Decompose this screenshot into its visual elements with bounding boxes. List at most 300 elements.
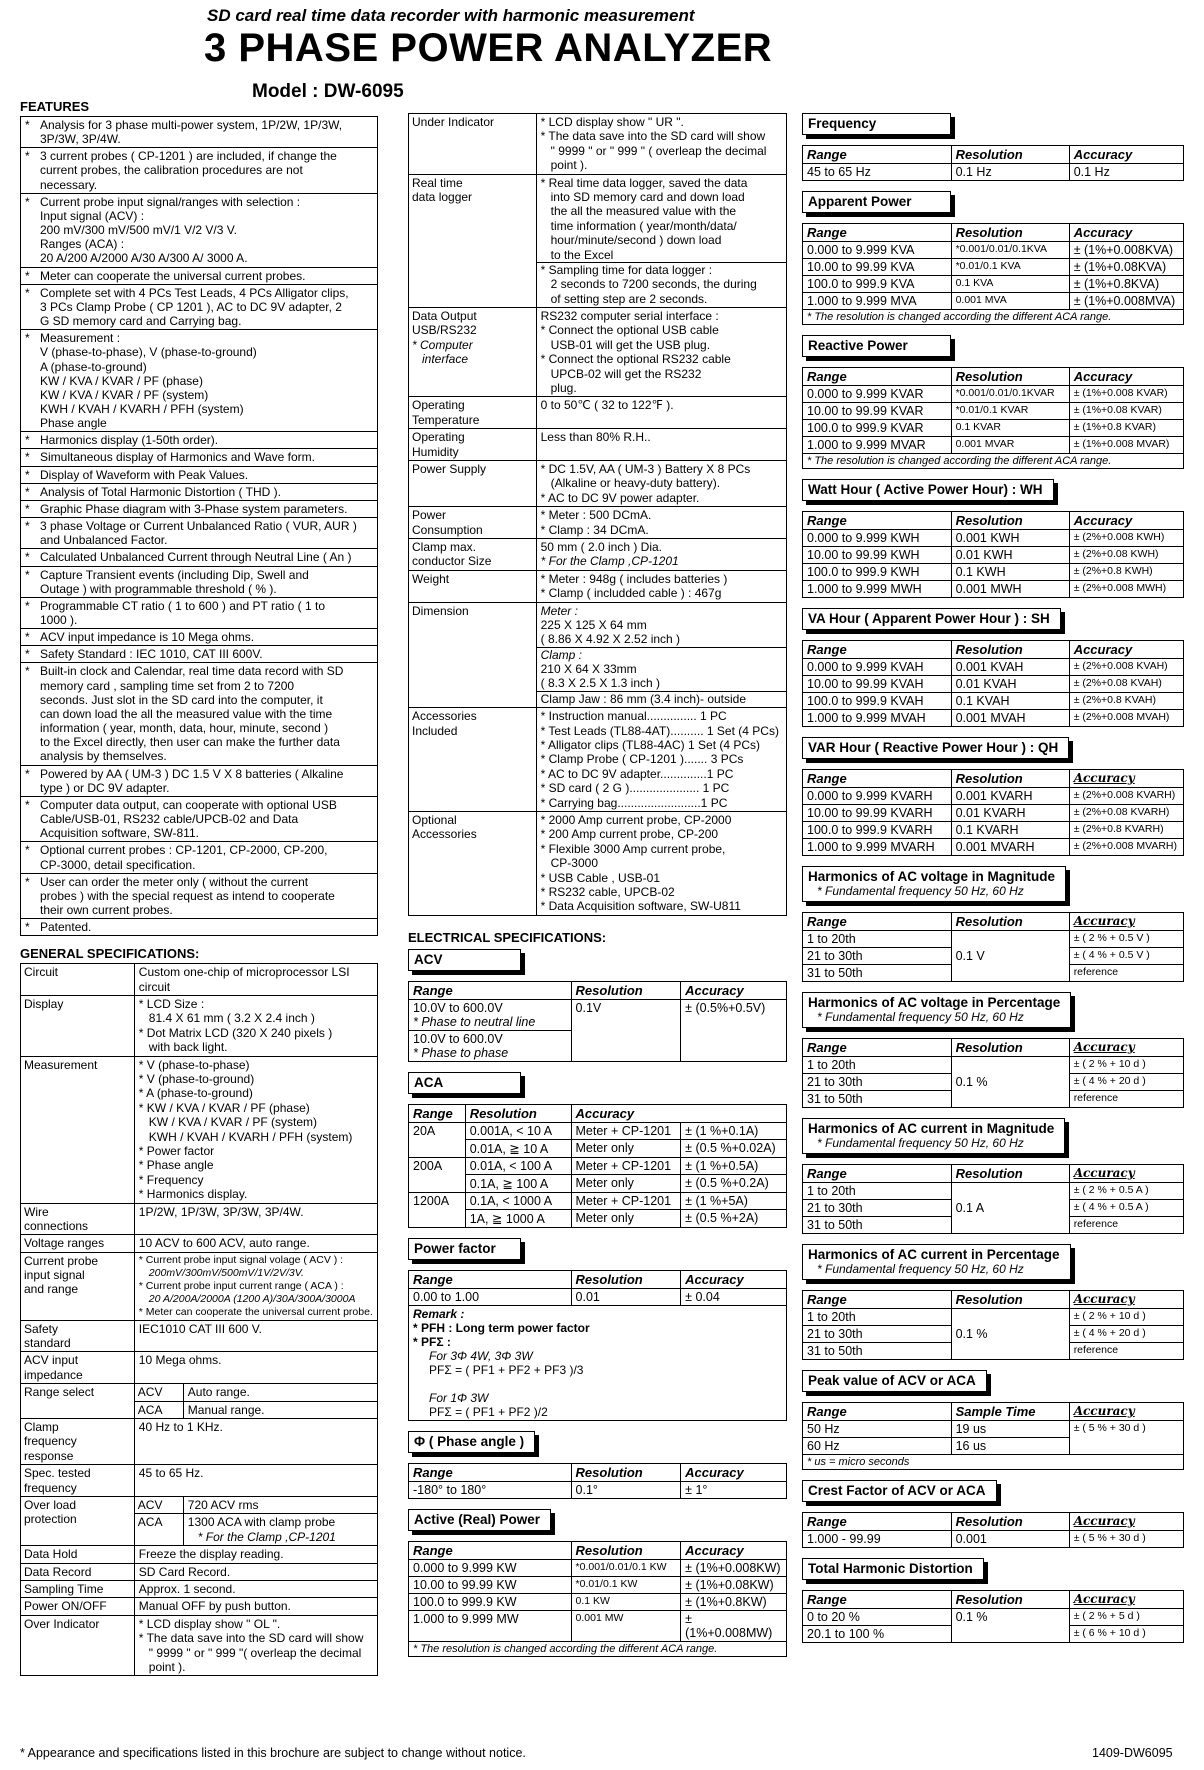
spec-value: [135, 1564, 377, 1580]
text-line: 3 PCs Clamp Probe ( CP 1201 ), AC to DC 9V adapter, 2: [40, 299, 342, 314]
text-line: Operating: [412, 430, 465, 445]
text-line: ± (0.5 %+0.2A): [685, 1175, 769, 1190]
cell: [1069, 1609, 1183, 1626]
cell: [951, 259, 1069, 276]
text-line: 0 to 50℃ ( 32 to 122℉ ).: [540, 398, 674, 413]
text-line: seconds. Just slot in the SD card into the computer, it: [40, 692, 323, 707]
note-cell: * The resolution is changed according the different ACA range.: [409, 1641, 787, 1656]
section-harmonics-voltage-magnitude: [802, 866, 1184, 982]
general-specs-heading: GENERAL SPECIFICATIONS:: [20, 946, 200, 962]
text-line: 21 to 30th: [807, 1075, 863, 1089]
feature-text: [40, 630, 375, 644]
note-row: [803, 310, 1184, 325]
spec-row: [409, 460, 786, 506]
spec-value: [537, 397, 786, 428]
column-header: Accuracy: [1069, 1513, 1183, 1531]
cell: [465, 1174, 571, 1192]
asterisk-bullet: *: [25, 519, 30, 534]
feature-text: [40, 519, 375, 547]
text-line: 21 to 30th: [807, 1201, 863, 1215]
text-line: 0.001 MVAR: [955, 438, 1015, 450]
cell: [1069, 276, 1183, 293]
spec-table: [408, 1270, 787, 1421]
text-line: USB-01 will get the USB plug.: [550, 337, 711, 352]
cell: [571, 1139, 681, 1157]
text-line: Included: [412, 723, 458, 738]
column-header: Range: [803, 512, 952, 530]
text-line: ± 0.04: [685, 1289, 720, 1304]
cell: [951, 693, 1069, 710]
text-line: * 200 Amp current probe, CP-200: [540, 827, 719, 842]
text-line: 16 us: [955, 1439, 987, 1453]
text-line: 225 X 125 X 64 mm: [540, 617, 647, 632]
text-line: ± (0.5 %+0.02A): [685, 1140, 776, 1155]
feature-item: [21, 148, 377, 193]
text-line: Accessories: [412, 709, 477, 724]
cell: [803, 693, 952, 710]
cell: [571, 1157, 681, 1174]
cell: [465, 1122, 571, 1139]
column-header: Accuracy: [681, 981, 787, 999]
text-line: 10 Mega ohms.: [138, 1353, 222, 1368]
spec-subvalue: [184, 1497, 377, 1513]
cell: [951, 581, 1069, 598]
section-title-box: [408, 1238, 521, 1260]
text-line: 0.1A, < 1000 A: [469, 1193, 553, 1208]
feature-item: [21, 646, 377, 663]
text-line: * PFH : Long term power factor: [413, 1320, 590, 1335]
asterisk-bullet: *: [25, 664, 30, 679]
text-line: * The data save into the SD card will show: [138, 1631, 364, 1646]
text-line: " 9999 " or " 999 " ( overleap the decimal point ).: [550, 143, 767, 173]
section-title: ACV: [414, 951, 443, 967]
section-apparent-power: [802, 191, 1184, 325]
text-line: frequency: [24, 1434, 77, 1449]
cell: [951, 1183, 1069, 1234]
feature-text: [40, 647, 375, 661]
column-header: Resolution: [465, 1104, 571, 1122]
feature-text: [40, 468, 375, 482]
text-line: 1.000 to 9.999 MVARH: [807, 840, 935, 854]
text-line: 200 mV/300 mV/500 mV/1 V/2 V/3 V.: [40, 223, 238, 238]
spec-row: [21, 1545, 377, 1562]
spec-row: [21, 1234, 377, 1251]
feature-item: [21, 598, 377, 629]
spec-subvalue: [184, 1402, 377, 1418]
note-cell: * The resolution is changed according the different ACA range.: [803, 310, 1184, 325]
column-header: Range: [803, 1513, 952, 1531]
cell: [1069, 403, 1183, 420]
text-line: Voltage ranges: [24, 1236, 105, 1251]
section-var-hour: [802, 737, 1184, 856]
cell: [803, 965, 952, 982]
feature-text: [40, 798, 375, 840]
model-number: Model : DW-6095: [252, 81, 404, 102]
cell: [1069, 437, 1183, 454]
text-line: ACV input: [24, 1353, 79, 1368]
spec-subkey: ACA: [135, 1402, 184, 1418]
section-crest-factor: [802, 1480, 1184, 1548]
text-line: Operating: [412, 398, 465, 413]
text-line: ± ( 2 % + 10 d ): [1073, 1058, 1146, 1070]
spec-label: [409, 812, 537, 915]
text-line: Humidity: [412, 444, 459, 459]
column-header: Resolution: [571, 1270, 681, 1288]
text-line: *0.001/0.01/0.1KVA: [955, 243, 1048, 255]
text-line: Analysis for 3 phase multi-power system, 1P/2W, 1P/3W,: [40, 118, 343, 132]
text-line: 20 A/200 A/2000 A/30 A/300 A/ 3000 A.: [40, 251, 248, 266]
cell: [803, 530, 952, 547]
text-line: ± (2%+0.008 MWH): [1073, 582, 1167, 594]
cell: [465, 1157, 571, 1174]
text-line: UPCB-02 will get the RS232: [550, 366, 702, 381]
spec-value: [537, 507, 786, 538]
text-line: 210 X 64 X 33mm: [540, 662, 637, 677]
spec-row: [21, 1252, 377, 1320]
cell: [803, 293, 952, 310]
feature-text: [40, 118, 375, 146]
right-sections: [802, 113, 1184, 1643]
column-header: Accuracy: [1069, 512, 1183, 530]
spec-value: [537, 429, 786, 460]
feature-item: [21, 501, 377, 518]
text-line: * Clamp ( includded cable ) : 467g: [540, 586, 722, 601]
text-line: 0.001 KVARH: [955, 789, 1033, 803]
column-header: Resolution: [951, 512, 1069, 530]
text-line: analysis by themselves.: [40, 749, 167, 764]
text-line: -180° to 180°: [413, 1482, 487, 1497]
section-title: Φ ( Phase angle ): [414, 1433, 525, 1449]
text-line: * The data save into the SD card will show: [540, 129, 766, 144]
text-line: 0.001 KWH: [955, 531, 1020, 545]
text-line: Safety: [24, 1321, 59, 1336]
cell: [681, 1481, 787, 1498]
table-row: [803, 805, 1184, 822]
text-line: 0.001A, < 10 A: [469, 1123, 553, 1138]
feature-text: [40, 767, 375, 795]
text-line: * LCD display show " OL ".: [138, 1616, 281, 1631]
spec-row: [409, 428, 786, 460]
cell: [409, 1030, 572, 1061]
text-line: 10.00 to 99.99 KVA: [807, 260, 915, 274]
section-harmonics-current-magnitude: [802, 1118, 1184, 1234]
spec-subvalue: [184, 1384, 377, 1400]
table-row: [803, 1531, 1184, 1548]
cell: [1069, 1626, 1183, 1643]
column-header: Accuracy: [1069, 224, 1183, 242]
text-line: * Connect the optional RS232 cable: [540, 352, 731, 367]
text-line: Meter + CP-1201: [575, 1193, 672, 1208]
column-header: Sample Time: [951, 1403, 1069, 1421]
text-line: 3 current probes ( CP-1201 ) are included, if change the: [40, 149, 337, 164]
text-line: Meter can cooperate the universal current probes.: [40, 268, 306, 283]
spec-value: [135, 964, 377, 995]
text-line: protection: [24, 1512, 77, 1527]
text-line: ± (2%+0.8 KVAH): [1073, 694, 1156, 706]
cell: [681, 1174, 787, 1192]
spec-value-text: [537, 708, 786, 811]
cell: [1069, 386, 1183, 403]
spec-label: [21, 996, 135, 1056]
text-line: * Meter : 948g ( includes batteries ): [540, 571, 728, 586]
spec-value-text: [135, 1204, 377, 1220]
cell: [1069, 242, 1183, 259]
text-line: Capture Transient events (including Dip, Swell and: [40, 567, 309, 582]
section-total-harmonic-distortion: [802, 1558, 1184, 1643]
feature-text: [40, 920, 375, 934]
asterisk-bullet: *: [25, 766, 30, 781]
cell: [951, 805, 1069, 822]
spec-value: [135, 1616, 377, 1676]
text-line: 40 Hz to 1 KHz.: [138, 1420, 223, 1435]
text-line: current probes, the calibration procedures are not: [40, 163, 303, 178]
text-line: 31 to 50th: [807, 1092, 863, 1106]
text-line: * AC to DC 9V power adapter.: [540, 490, 700, 505]
text-line: G SD memory card and Carrying bag.: [40, 314, 242, 329]
text-line: Meter :: [540, 603, 578, 618]
table-row: [409, 999, 787, 1030]
table-header-row: [409, 1270, 787, 1288]
asterisk-bullet: *: [25, 484, 30, 499]
cell: [951, 276, 1069, 293]
cell: [1069, 659, 1183, 676]
spec-table: [802, 145, 1184, 181]
asterisk-bullet: *: [25, 268, 30, 283]
cell: [951, 1309, 1069, 1360]
text-line: ± (2%+0.008 MVAH): [1073, 711, 1170, 723]
text-line: type ) or DC 9V adapter.: [40, 780, 170, 795]
column-header: Accuracy: [1069, 913, 1183, 931]
cell: [803, 1057, 952, 1074]
section-title-box: [802, 1118, 1065, 1154]
spec-subrow: [135, 1401, 377, 1418]
text-line: ± (2%+0.008 KWH): [1073, 531, 1165, 543]
column-header: Range: [409, 1463, 572, 1481]
feature-item: [21, 285, 377, 330]
text-line: * Power factor: [138, 1143, 215, 1158]
spec-value: [537, 708, 786, 811]
text-line: 10.0V to 600.0V: [413, 1031, 503, 1046]
text-line: ± (2%+0.08 KWH): [1073, 548, 1159, 560]
text-line: For 1Φ 3W: [429, 1390, 489, 1405]
text-line: Safety Standard : IEC 1010, CAT III 600V.: [40, 647, 263, 662]
cell: [1069, 1421, 1183, 1455]
text-line: 21 to 30th: [807, 1327, 863, 1341]
cell: [1069, 1200, 1183, 1217]
text-line: 1A, ≧ 1000 A: [469, 1211, 545, 1226]
cell: [803, 242, 952, 259]
text-line: 100.0 to 999.9 KVAH: [807, 694, 924, 708]
cell: [465, 1209, 571, 1227]
cell: [1069, 931, 1183, 948]
spec-value-text: [537, 571, 786, 602]
text-line: * AC to DC 9V adapter..............1 PC: [540, 766, 734, 781]
text-line: Accessories: [412, 827, 477, 842]
text-line: Clamp max.: [412, 539, 477, 554]
cell: [681, 1288, 787, 1305]
spec-value-text: [135, 1465, 377, 1481]
cell: [803, 1421, 952, 1438]
cell: [1069, 530, 1183, 547]
text-line: * Clamp : 34 DCmA.: [540, 522, 649, 537]
feature-text: [40, 149, 375, 191]
text-line: 0.01: [575, 1289, 600, 1304]
text-line: data logger: [412, 189, 473, 204]
spec-label: [21, 1564, 135, 1580]
cell: [1069, 788, 1183, 805]
cell: [951, 164, 1069, 181]
cell: [1069, 710, 1183, 727]
cell: [571, 1593, 681, 1610]
spec-subkey: ACV: [135, 1497, 184, 1513]
text-line: Optional: [412, 812, 457, 827]
table-row: [409, 1209, 787, 1227]
text-line: Data Hold: [24, 1547, 78, 1562]
cell: [571, 1288, 681, 1305]
text-line: ± (1%+0.8KVA): [1073, 277, 1160, 291]
remark-row: [409, 1305, 787, 1420]
column-header: Resolution: [951, 1513, 1069, 1531]
text-line: Clamp: [24, 1420, 59, 1435]
table-row: [409, 1174, 787, 1192]
text-line: * Phase angle: [138, 1158, 214, 1173]
spec-label: [21, 1497, 135, 1545]
spec-label: [21, 1253, 135, 1320]
text-line: 0 to 20 %: [807, 1610, 860, 1624]
asterisk-bullet: *: [25, 550, 30, 565]
cell: [409, 1157, 466, 1192]
cell: [803, 164, 952, 181]
spec-row: [21, 964, 377, 995]
asterisk-bullet: *: [25, 149, 30, 164]
feature-item: [21, 874, 377, 919]
text-line: 0.1 %: [955, 1610, 988, 1624]
section-title: Watt Hour ( Active Power Hour) : WH: [808, 482, 1043, 497]
text-line: KW / KVA / KVAR / PF (system): [148, 1115, 318, 1130]
note-row: [803, 454, 1184, 469]
cell: [803, 276, 952, 293]
text-line: to the Excel: [550, 247, 614, 262]
text-line: 20A: [413, 1123, 436, 1138]
cell: [1069, 948, 1183, 965]
text-line: with back light.: [148, 1040, 228, 1055]
spec-value-text: [135, 1598, 377, 1614]
table-header-row: [803, 1403, 1184, 1421]
cell: [803, 1326, 952, 1343]
feature-item: [21, 919, 377, 935]
spec-row: [21, 995, 377, 1056]
section-title-box: [802, 1370, 987, 1392]
spec-value-text: [135, 996, 377, 1056]
text-line: and Unbalanced Factor.: [40, 533, 168, 548]
column-header: Range: [803, 770, 952, 788]
text-line: interface: [422, 352, 469, 367]
text-line: memory card , sampling time set from 2 to 7200: [40, 678, 295, 693]
cell: [803, 822, 952, 839]
spec-value: [537, 603, 786, 708]
feature-item: [21, 567, 377, 598]
text-line: 0.1 KVA: [955, 277, 994, 289]
cell: [951, 564, 1069, 581]
spec-table: [802, 367, 1184, 469]
text-line: ± (1%+0.008 MVAR): [1073, 438, 1170, 450]
text-line: 0.000 to 9.999 KVA: [807, 243, 915, 257]
text-line: Manual OFF by push button.: [138, 1599, 291, 1614]
asterisk-bullet: *: [25, 598, 30, 613]
spec-row: [21, 1563, 377, 1580]
text-line: *0.01/0.1 KVA: [955, 260, 1021, 272]
text-line: * KW / KVA / KVAR / PF (phase): [138, 1100, 310, 1115]
feature-text: [40, 195, 375, 266]
column-header: Range: [409, 981, 572, 999]
spec-value-text: [135, 1352, 377, 1368]
cell: [951, 931, 1069, 982]
text-line: 0.000 to 9.999 KVAH: [807, 660, 924, 674]
spec-value: [537, 539, 786, 570]
cell: [951, 386, 1069, 403]
text-line: ± (2%+0.8 KWH): [1073, 565, 1153, 577]
spec-label: [409, 175, 537, 308]
cell: [1069, 564, 1183, 581]
text-line: ± ( 4 % + 20 d ): [1073, 1327, 1146, 1339]
table-row: [803, 259, 1184, 276]
asterisk-bullet: *: [25, 450, 30, 465]
text-line: ± 1°: [685, 1482, 708, 1497]
spec-value: [537, 308, 786, 396]
table-header-row: [409, 1104, 787, 1122]
text-line: ± ( 2 % + 10 d ): [1073, 1310, 1146, 1322]
section-title: Reactive Power: [808, 338, 908, 353]
spec-row: [409, 506, 786, 538]
page-title: 3 PHASE POWER ANALYZER: [204, 26, 773, 70]
table-row: [409, 1139, 787, 1157]
spec-row: [21, 1496, 377, 1545]
section-title: Crest Factor of ACV or ACA: [808, 1483, 986, 1498]
table-header-row: [803, 1039, 1184, 1057]
cell: [1069, 1217, 1183, 1234]
text-line: ± (2%+0.8 KVARH): [1073, 823, 1164, 835]
table-row: [803, 530, 1184, 547]
spec-row: [409, 538, 786, 570]
asterisk-bullet: *: [25, 920, 30, 935]
text-line: * Carrying bag.........................1 PC: [540, 795, 728, 810]
table-row: [803, 403, 1184, 420]
section-title-box: [802, 479, 1054, 501]
text-line: response: [24, 1448, 74, 1463]
text-line: 10.00 to 99.99 KVARH: [807, 806, 933, 820]
text-line: Consumption: [412, 522, 483, 537]
feature-text: [40, 269, 375, 283]
text-line: * Flexible 3000 Amp current probe,: [540, 841, 726, 856]
text-line: 19 us: [955, 1422, 987, 1436]
cell: [803, 259, 952, 276]
spec-label: [21, 964, 135, 995]
spec-label: [21, 1546, 135, 1562]
spec-table: [802, 1402, 1184, 1470]
spec-row: [409, 396, 786, 428]
cell: [1069, 293, 1183, 310]
document-number: 1409-DW6095: [1092, 1746, 1173, 1760]
spec-subkey: ACV: [135, 1384, 184, 1400]
cell: [803, 1074, 952, 1091]
section-title: Harmonics of AC voltage in Percentage: [808, 995, 1061, 1010]
text-line: ACV input impedance is 10 Mega ohms.: [40, 630, 255, 645]
text-line: ± ( 6 % + 10 d ): [1073, 1627, 1146, 1639]
section-power-factor: [408, 1238, 787, 1421]
text-line: Clamp Jaw : 86 mm (3.4 inch)- outside: [537, 691, 786, 706]
cell: [409, 1559, 572, 1576]
text-line: Under Indicator: [412, 115, 495, 129]
